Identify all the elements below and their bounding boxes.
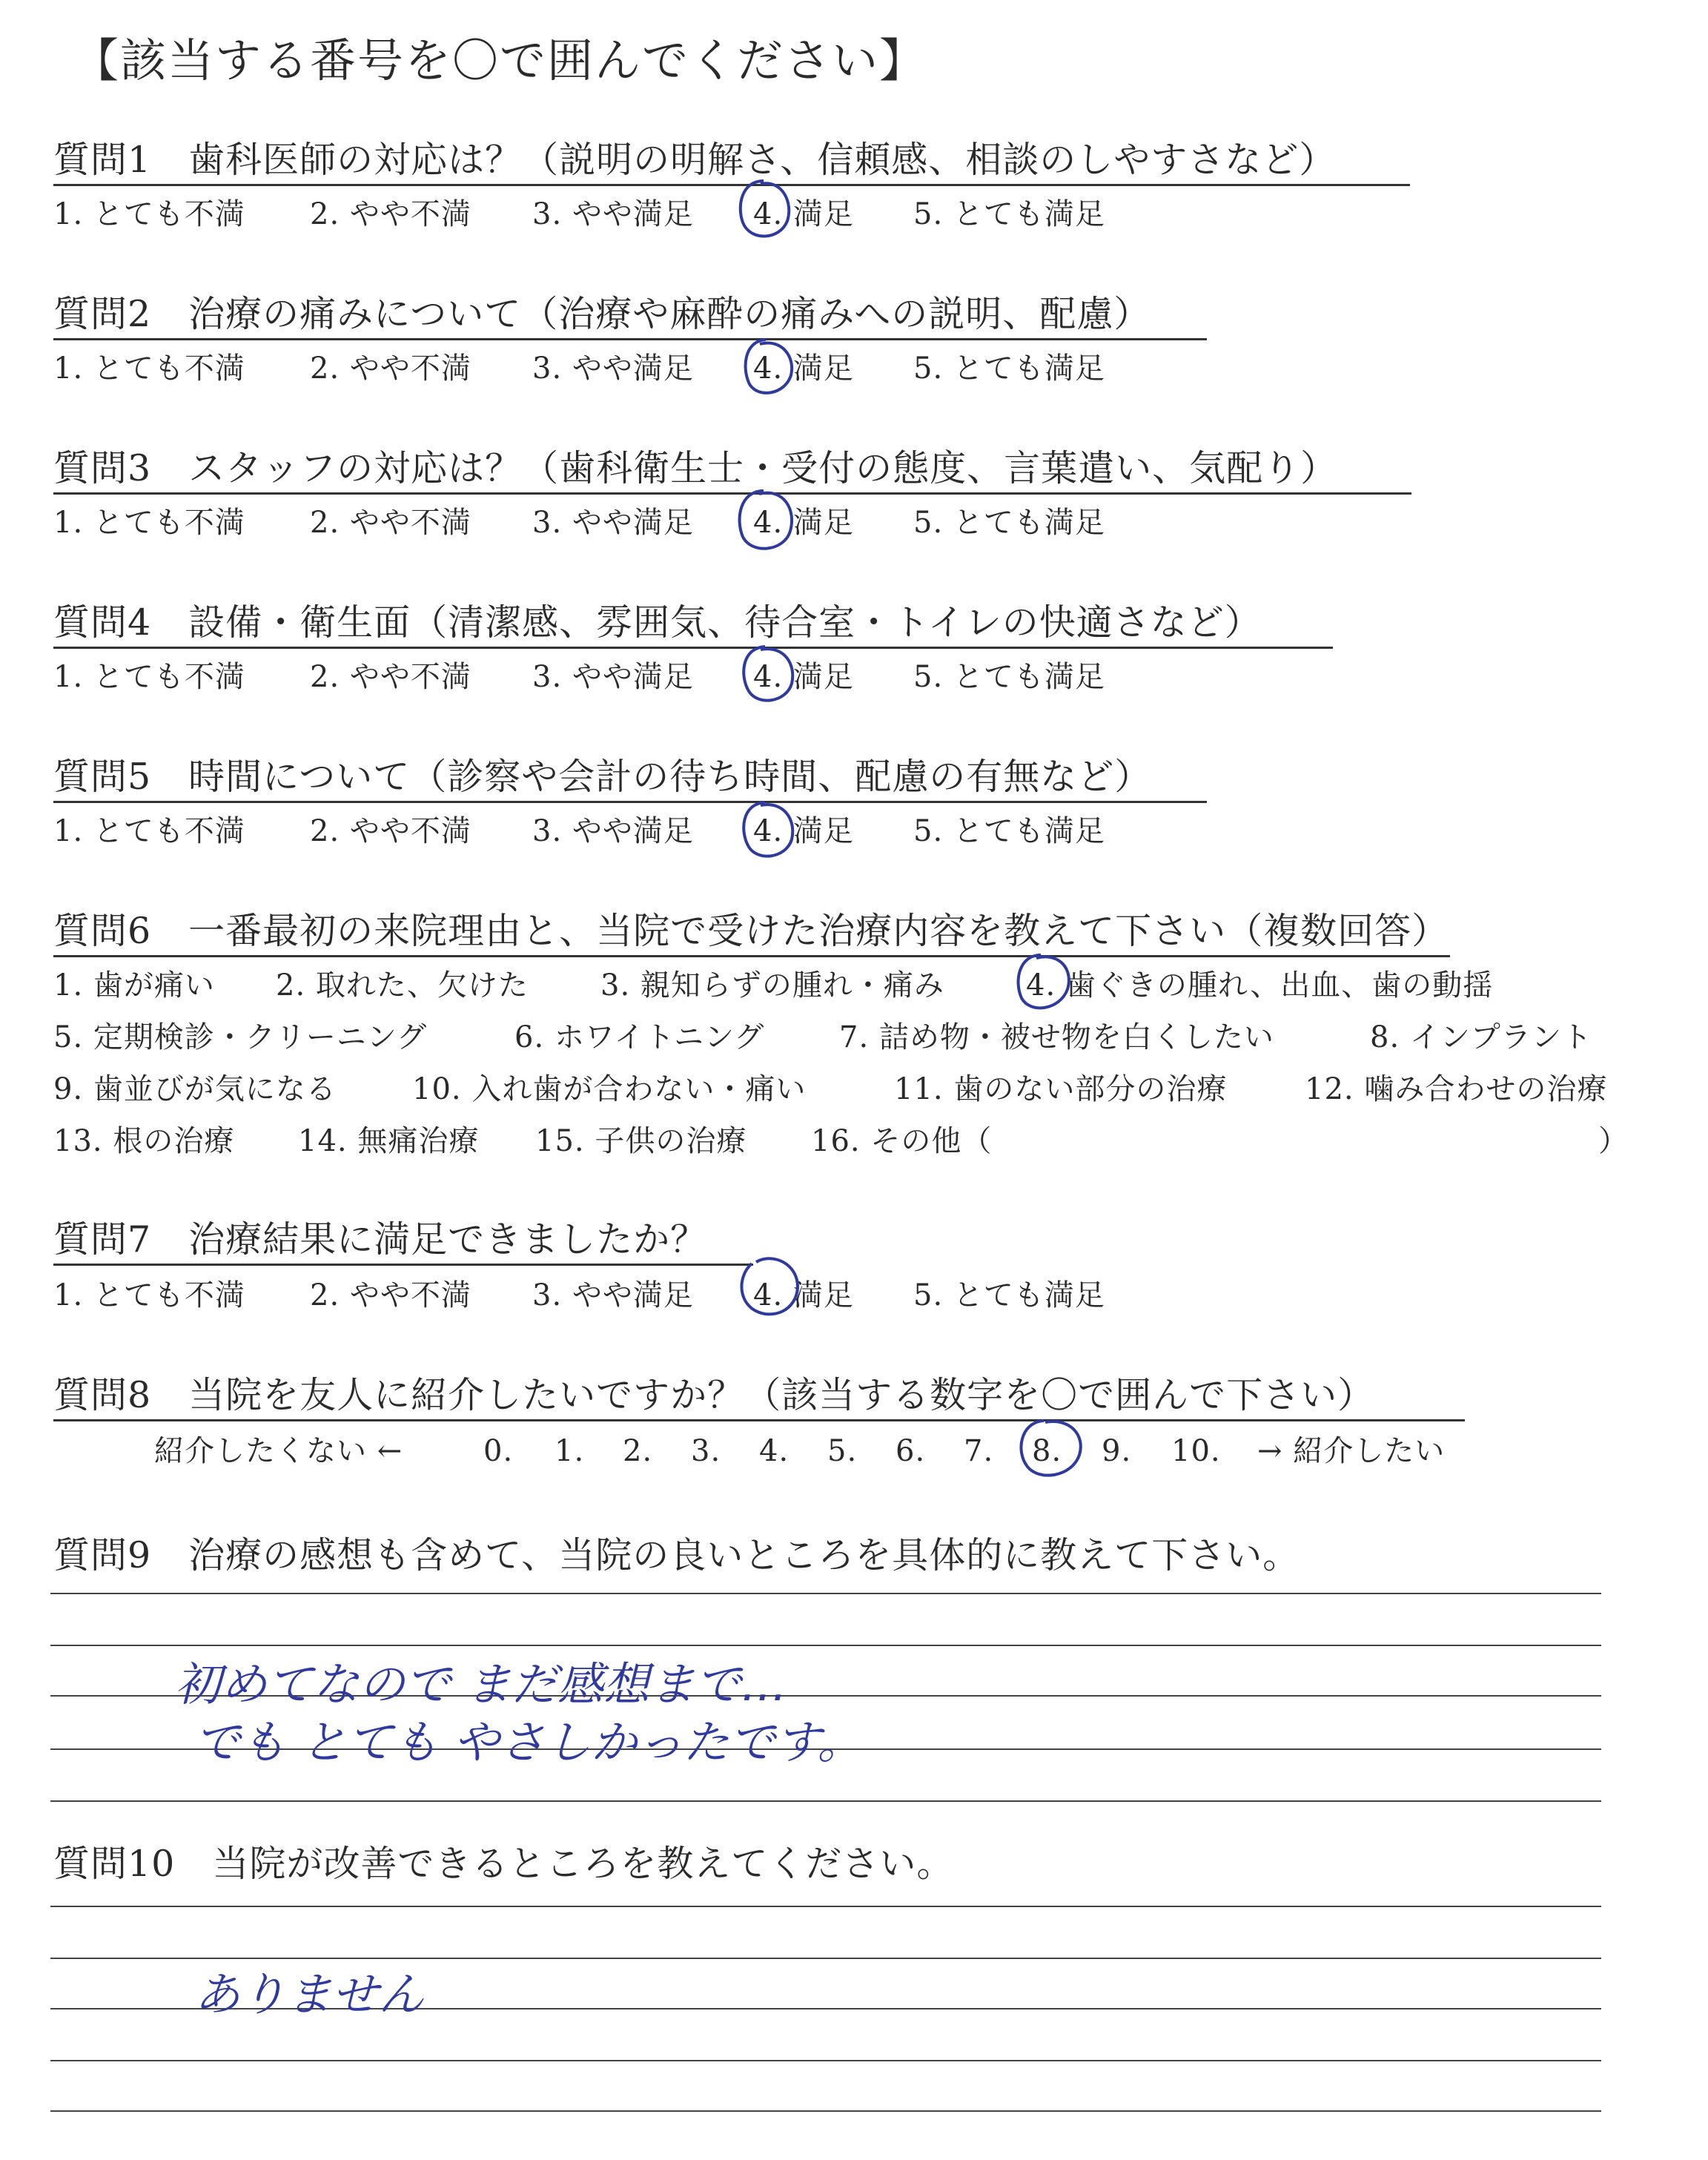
q1-option-3[interactable]: 3. やや満足 — [532, 197, 694, 231]
page-title: 【該当する番号を〇で囲んでください】 — [73, 33, 927, 87]
question-1: 質問1 歯科医師の対応は？（説明の明解さ、信頼感、相談のしやすさなど） — [53, 139, 1337, 181]
q8-left-label: 紹介したくない ← — [154, 1434, 403, 1468]
q7-option-4[interactable]: 4. 満足 — [753, 1278, 854, 1312]
q9-answer-line-5 — [50, 1800, 1601, 1802]
q4-selection-circle — [735, 639, 802, 710]
question-4: 質問4 設備・衛生面（清潔感、雰囲気、待合室・トイレの快適さなど） — [53, 601, 1262, 644]
q7-option-5[interactable]: 5. とても満足 — [913, 1278, 1105, 1312]
question-2: 質問2 治療の痛みについて（治療や麻酔の痛みへの説明、配慮） — [53, 293, 1151, 335]
q5-option-5[interactable]: 5. とても満足 — [913, 814, 1105, 848]
q7-option-3[interactable]: 3. やや満足 — [532, 1278, 694, 1312]
q6-option-8[interactable]: 8. インプラント — [1370, 1020, 1592, 1054]
q10-answer-line-1 — [50, 1906, 1601, 1907]
q1-option-5[interactable]: 5. とても満足 — [913, 197, 1105, 231]
q6-option-5[interactable]: 5. 定期検診・クリーニング — [53, 1020, 428, 1054]
q10-answer-line-4 — [50, 2060, 1601, 2061]
q6-option-4[interactable]: 4. 歯ぐきの腫れ、出血、歯の動揺 — [1026, 968, 1494, 1003]
q8-option-2[interactable]: 2. — [623, 1434, 653, 1468]
q1-option-1[interactable]: 1. とても不満 — [53, 197, 245, 231]
question-9: 質問9 治療の感想も含めて、当院の良いところを具体的に教えて下さい。 — [53, 1534, 1300, 1576]
q6-option-16[interactable]: 16. その他（ — [811, 1124, 993, 1158]
q7-option-2[interactable]: 2. やや不満 — [310, 1278, 471, 1312]
q9-handwritten-answer-line-1: 初めてなので まだ感想まで… — [175, 1657, 787, 1711]
q6-option-11[interactable]: 11. 歯のない部分の治療 — [894, 1072, 1228, 1106]
q6-selection-circle — [1010, 948, 1081, 1019]
q6-option-7[interactable]: 7. 詰め物・被せ物を白くしたい — [839, 1020, 1274, 1054]
question-5-underline — [53, 801, 1207, 803]
q6-option-13[interactable]: 13. 根の治療 — [53, 1124, 235, 1158]
q6-option-14[interactable]: 14. 無痛治療 — [298, 1124, 480, 1158]
q9-handwritten-answer-line-2: でも とても やさしかったです。 — [194, 1715, 864, 1769]
q5-selection-circle — [735, 795, 802, 866]
q2-option-1[interactable]: 1. とても不満 — [53, 351, 245, 386]
q8-option-4[interactable]: 4. — [759, 1434, 790, 1468]
q4-option-3[interactable]: 3. やや満足 — [532, 660, 694, 694]
q3-option-3[interactable]: 3. やや満足 — [532, 506, 694, 540]
q8-option-8[interactable]: 8. — [1032, 1434, 1062, 1468]
question-6: 質問6 一番最初の来院理由と、当院で受けた治療内容を教えて下さい（複数回答） — [53, 910, 1449, 952]
q6-option-15[interactable]: 15. 子供の治療 — [535, 1124, 747, 1158]
question-1-underline — [53, 184, 1410, 186]
q6-option-10[interactable]: 10. 入れ歯が合わない・痛い — [412, 1072, 807, 1106]
q5-option-1[interactable]: 1. とても不満 — [53, 814, 245, 848]
q4-option-2[interactable]: 2. やや不満 — [310, 660, 471, 694]
q2-selection-circle — [738, 334, 797, 400]
q6-option-12[interactable]: 12. 噛み合わせの治療 — [1305, 1072, 1608, 1106]
q4-option-5[interactable]: 5. とても満足 — [913, 660, 1105, 694]
q8-option-0[interactable]: 0. — [483, 1434, 514, 1468]
q8-option-3[interactable]: 3. — [691, 1434, 721, 1468]
q6-option-9[interactable]: 9. 歯並びが気になる — [53, 1072, 337, 1106]
q8-option-10[interactable]: 10. — [1171, 1434, 1221, 1468]
q3-option-5[interactable]: 5. とても満足 — [913, 506, 1105, 540]
question-4-underline — [53, 647, 1333, 649]
q1-option-2[interactable]: 2. やや不満 — [310, 197, 471, 231]
q1-option-4[interactable]: 4. 満足 — [753, 197, 854, 231]
question-3: 質問3 スタッフの対応は？（歯科衛生士・受付の態度、言葉遣い、気配り） — [53, 447, 1338, 489]
question-10: 質問10 当院が改善できるところを教えてください。 — [53, 1843, 954, 1885]
q8-selection-circle — [1010, 1412, 1091, 1486]
q4-option-4[interactable]: 4. 満足 — [753, 660, 854, 694]
q9-answer-line-2 — [50, 1645, 1601, 1646]
q10-answer-line-5 — [50, 2110, 1601, 2112]
q9-answer-line-1 — [50, 1593, 1601, 1594]
q2-option-3[interactable]: 3. やや満足 — [532, 351, 694, 386]
question-8: 質問8 当院を友人に紹介したいですか？（該当する数字を〇で囲んで下さい） — [53, 1374, 1375, 1416]
q4-option-1[interactable]: 1. とても不満 — [53, 660, 245, 694]
q5-option-3[interactable]: 3. やや満足 — [532, 814, 694, 848]
q6-option-1[interactable]: 1. 歯が痛い — [53, 968, 215, 1003]
question-6-underline — [53, 955, 1450, 957]
q3-selection-circle — [732, 485, 799, 556]
q8-option-1[interactable]: 1. — [555, 1434, 585, 1468]
q1-selection-circle — [734, 176, 793, 243]
q5-option-2[interactable]: 2. やや不満 — [310, 814, 471, 848]
q7-option-1[interactable]: 1. とても不満 — [53, 1278, 245, 1312]
q3-option-2[interactable]: 2. やや不満 — [310, 506, 471, 540]
q2-option-5[interactable]: 5. とても満足 — [913, 351, 1105, 386]
q5-option-4[interactable]: 4. 満足 — [753, 814, 854, 848]
question-8-underline — [53, 1419, 1465, 1421]
question-7-underline — [53, 1264, 753, 1266]
q10-handwritten-answer: ありません — [194, 1967, 425, 2021]
q2-option-2[interactable]: 2. やや不満 — [310, 351, 471, 386]
q3-option-1[interactable]: 1. とても不満 — [53, 506, 245, 540]
q8-option-7[interactable]: 7. — [964, 1434, 994, 1468]
question-2-underline — [53, 338, 1207, 340]
q3-option-4[interactable]: 4. 満足 — [753, 506, 854, 540]
q8-option-9[interactable]: 9. — [1102, 1434, 1132, 1468]
q2-option-4[interactable]: 4. 満足 — [753, 351, 854, 386]
q8-option-6[interactable]: 6. — [896, 1434, 926, 1468]
q6-option-6[interactable]: 6. ホワイトニング — [514, 1020, 765, 1054]
q6-option-3[interactable]: 3. 親知らずの腫れ・痛み — [600, 968, 944, 1003]
q8-right-label: → 紹介したい — [1257, 1434, 1446, 1468]
q7-selection-circle — [729, 1246, 811, 1327]
q6-option-16-close: ） — [1598, 1124, 1629, 1158]
question-7: 質問7 治療結果に満足できましたか？ — [53, 1218, 708, 1261]
q8-option-5[interactable]: 5. — [827, 1434, 858, 1468]
question-5: 質問5 時間について（診察や会計の待ち時間、配慮の有無など） — [53, 756, 1152, 798]
q6-option-2[interactable]: 2. 取れた、欠けた — [276, 968, 529, 1003]
